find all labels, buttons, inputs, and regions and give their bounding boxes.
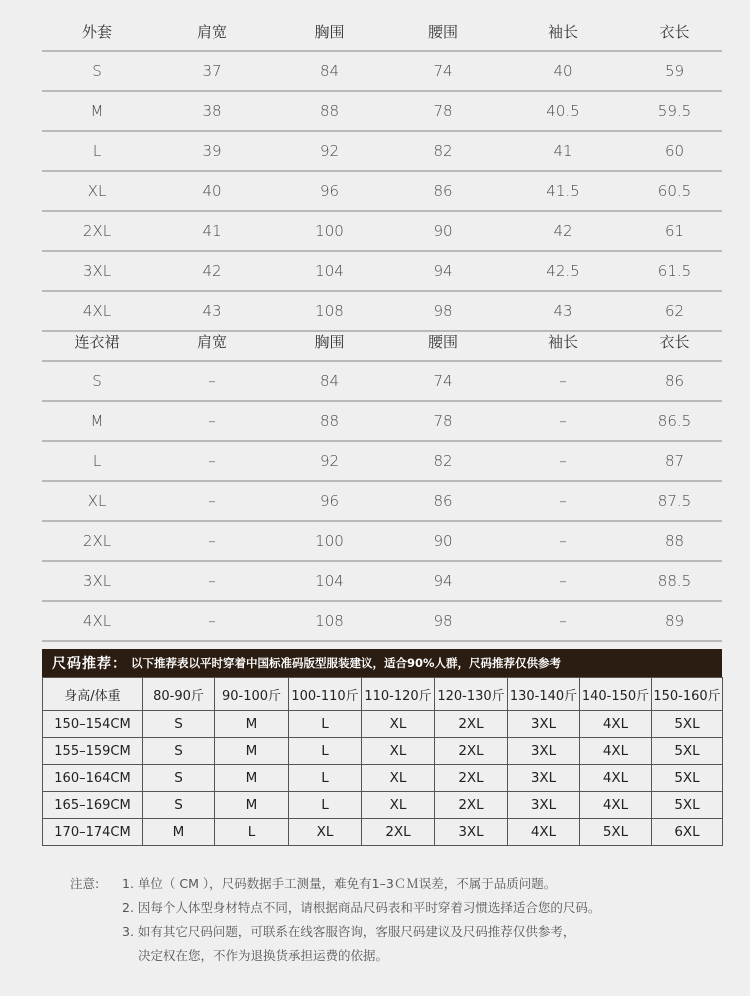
table-cell: 108 [272, 601, 387, 641]
table-cell: XL [362, 711, 435, 738]
table-cell: XL [362, 792, 435, 819]
table-cell: 86 [627, 361, 722, 401]
table-cell: S [143, 792, 215, 819]
table-row [43, 819, 723, 846]
column-header: 120-130斤 [435, 678, 508, 711]
table-cell: L [289, 711, 362, 738]
table-cell: 42 [499, 211, 627, 251]
table-cell: 88 [627, 521, 722, 561]
table-cell: 61.5 [627, 251, 722, 291]
table-row [42, 211, 722, 251]
table-cell: L [42, 131, 152, 171]
column-header: 衣长 [627, 322, 722, 361]
column-header: 150-160斤 [652, 678, 723, 711]
table-cell: 2XL [435, 765, 508, 792]
table-cell: 82 [387, 441, 499, 481]
table-cell: 90 [387, 521, 499, 561]
table-cell: 4XL [42, 601, 152, 641]
table-cell: 78 [387, 91, 499, 131]
column-header: 袖长 [499, 322, 627, 361]
table-cell: 5XL [580, 819, 652, 846]
table-cell: 2XL [435, 711, 508, 738]
table-cell: 4XL [580, 765, 652, 792]
table-cell: 43 [152, 291, 272, 331]
table-cell: 155–159CM [43, 738, 143, 765]
table-cell: – [499, 481, 627, 521]
table-row [42, 401, 722, 441]
table-cell: 42.5 [499, 251, 627, 291]
table-cell: – [499, 561, 627, 601]
table-cell: 98 [387, 601, 499, 641]
table-cell: L [289, 765, 362, 792]
table-cell: 41 [499, 131, 627, 171]
table-row [42, 51, 722, 91]
table-cell: 90 [387, 211, 499, 251]
table-cell: 74 [387, 361, 499, 401]
table-cell: 104 [272, 561, 387, 601]
table-cell: L [42, 441, 152, 481]
notes-label: 注意: [70, 876, 100, 891]
table-cell: 82 [387, 131, 499, 171]
table-cell: 160–164CM [43, 765, 143, 792]
table-row [42, 251, 722, 291]
table-row [42, 561, 722, 601]
table-cell: 40 [152, 171, 272, 211]
column-header: 100-110斤 [289, 678, 362, 711]
table-cell: – [499, 521, 627, 561]
table-cell: 59 [627, 51, 722, 91]
table-header-row [43, 678, 723, 711]
table-cell: – [499, 361, 627, 401]
column-header: 肩宽 [152, 322, 272, 361]
table-cell: 3XL [42, 561, 152, 601]
column-header: 胸围 [272, 12, 387, 51]
table-cell: 40 [499, 51, 627, 91]
table-cell: M [42, 401, 152, 441]
coat-size-table [42, 12, 722, 332]
table-cell: 41 [152, 211, 272, 251]
table-cell: 5XL [652, 738, 723, 765]
table-cell: 87 [627, 441, 722, 481]
table-row [42, 131, 722, 171]
table-cell: 78 [387, 401, 499, 441]
table-cell: M [215, 711, 289, 738]
table-cell: 60 [627, 131, 722, 171]
table-cell: 98 [387, 291, 499, 331]
table-cell: M [215, 765, 289, 792]
table-cell: 108 [272, 291, 387, 331]
table-cell: 100 [272, 521, 387, 561]
table-cell: 5XL [652, 792, 723, 819]
table-row [42, 91, 722, 131]
table-cell: 92 [272, 131, 387, 171]
table-cell: L [215, 819, 289, 846]
table-cell: – [152, 361, 272, 401]
table-cell: 41.5 [499, 171, 627, 211]
table-cell: S [42, 361, 152, 401]
table-row [43, 711, 723, 738]
column-header: 衣长 [627, 12, 722, 51]
table-row [42, 441, 722, 481]
table-cell: 94 [387, 251, 499, 291]
table-cell: 4XL [580, 711, 652, 738]
size-recommendation-banner [42, 649, 722, 677]
table-cell: XL [42, 481, 152, 521]
table-cell: 84 [272, 361, 387, 401]
table-cell: 43 [499, 291, 627, 331]
table-cell: 89 [627, 601, 722, 641]
table-cell: 3XL [508, 738, 580, 765]
table-cell: 2XL [435, 738, 508, 765]
table-cell: S [143, 711, 215, 738]
table-cell: 5XL [652, 711, 723, 738]
table-cell: 4XL [42, 291, 152, 331]
table-header-row [42, 12, 722, 51]
table-cell: – [152, 401, 272, 441]
table-cell: 96 [272, 481, 387, 521]
note-continuation: 决定权在您，不作为退换货承担运费的依据。 [138, 948, 389, 963]
table-cell: – [152, 521, 272, 561]
table-cell: 40.5 [499, 91, 627, 131]
table-cell: XL [42, 171, 152, 211]
note-item: 2. 因每个人体型身材特点不同，请根据商品尺码表和平时穿着习惯选择适合您的尺码。 [122, 900, 601, 915]
table-cell: 74 [387, 51, 499, 91]
table-cell: 39 [152, 131, 272, 171]
table-cell: 2XL [435, 792, 508, 819]
table-cell: 84 [272, 51, 387, 91]
table-cell: 92 [272, 441, 387, 481]
table-cell: – [499, 401, 627, 441]
table-cell: – [499, 441, 627, 481]
table-row [42, 171, 722, 211]
column-header: 胸围 [272, 322, 387, 361]
table-row [42, 601, 722, 641]
column-header: 腰围 [387, 322, 499, 361]
table-cell: – [499, 601, 627, 641]
size-recommendation-table [42, 677, 723, 846]
table-row [42, 481, 722, 521]
table-cell: 42 [152, 251, 272, 291]
column-header: 140-150斤 [580, 678, 652, 711]
table-cell: 4XL [580, 738, 652, 765]
table-cell: L [289, 792, 362, 819]
table-cell: 4XL [580, 792, 652, 819]
table-header-row [42, 322, 722, 361]
table-cell: S [143, 765, 215, 792]
table-row [43, 738, 723, 765]
table-cell: 100 [272, 211, 387, 251]
column-header: 90-100斤 [215, 678, 289, 711]
table-cell: 88.5 [627, 561, 722, 601]
table-cell: S [42, 51, 152, 91]
table-cell: 170–174CM [43, 819, 143, 846]
table-cell: M [215, 738, 289, 765]
table-cell: 86 [387, 171, 499, 211]
table-cell: 5XL [652, 765, 723, 792]
table-cell: 2XL [42, 521, 152, 561]
table-cell: – [152, 441, 272, 481]
table-cell: XL [362, 738, 435, 765]
table-cell: 3XL [508, 711, 580, 738]
table-cell: 61 [627, 211, 722, 251]
note-item: 3. 如有其它尺码问题，可联系在线客服咨询，客服尺码建议及尺码推荐仅供参考， [122, 924, 576, 939]
dress-size-table [42, 322, 722, 642]
table-cell: 94 [387, 561, 499, 601]
column-header: 连衣裙 [42, 322, 152, 361]
table-cell: 4XL [508, 819, 580, 846]
table-cell: – [152, 561, 272, 601]
column-header: 110-120斤 [362, 678, 435, 711]
table-row [42, 361, 722, 401]
note-item: 1. 单位（ CM ），尺码数据手工测量，难免有1–3ＣＭ误差，不属于品质问题。 [122, 876, 557, 891]
column-header: 外套 [42, 12, 152, 51]
table-cell: XL [289, 819, 362, 846]
table-cell: 2XL [42, 211, 152, 251]
table-cell: 6XL [652, 819, 723, 846]
notes-section [70, 872, 730, 968]
table-cell: 87.5 [627, 481, 722, 521]
table-cell: M [42, 91, 152, 131]
table-cell: 88 [272, 401, 387, 441]
column-header: 袖长 [499, 12, 627, 51]
table-cell: – [152, 601, 272, 641]
table-cell: S [143, 738, 215, 765]
column-header: 130-140斤 [508, 678, 580, 711]
table-cell: 62 [627, 291, 722, 331]
table-cell: 59.5 [627, 91, 722, 131]
table-cell: 96 [272, 171, 387, 211]
table-cell: 86.5 [627, 401, 722, 441]
table-cell: 86 [387, 481, 499, 521]
table-cell: – [152, 481, 272, 521]
column-header: 腰围 [387, 12, 499, 51]
table-cell: XL [362, 765, 435, 792]
table-row [43, 765, 723, 792]
recommendation-title: 尺码推荐： [52, 656, 127, 672]
column-header: 肩宽 [152, 12, 272, 51]
table-cell: 3XL [508, 792, 580, 819]
table-cell: 60.5 [627, 171, 722, 211]
table-cell: 2XL [362, 819, 435, 846]
table-cell: 104 [272, 251, 387, 291]
table-row [42, 521, 722, 561]
column-header: 80-90斤 [143, 678, 215, 711]
table-cell: 3XL [42, 251, 152, 291]
table-cell: 165–169CM [43, 792, 143, 819]
table-cell: M [215, 792, 289, 819]
table-cell: 88 [272, 91, 387, 131]
recommendation-description: 以下推荐表以平时穿着中国标准码版型服装建议，适合90%人群，尺码推荐仅供参考 [131, 656, 562, 670]
table-cell: 38 [152, 91, 272, 131]
table-cell: 3XL [435, 819, 508, 846]
table-cell: 37 [152, 51, 272, 91]
table-cell: 3XL [508, 765, 580, 792]
column-header: 身高/体重 [43, 678, 143, 711]
table-cell: M [143, 819, 215, 846]
table-cell: 150–154CM [43, 711, 143, 738]
table-row [43, 792, 723, 819]
table-cell: L [289, 738, 362, 765]
